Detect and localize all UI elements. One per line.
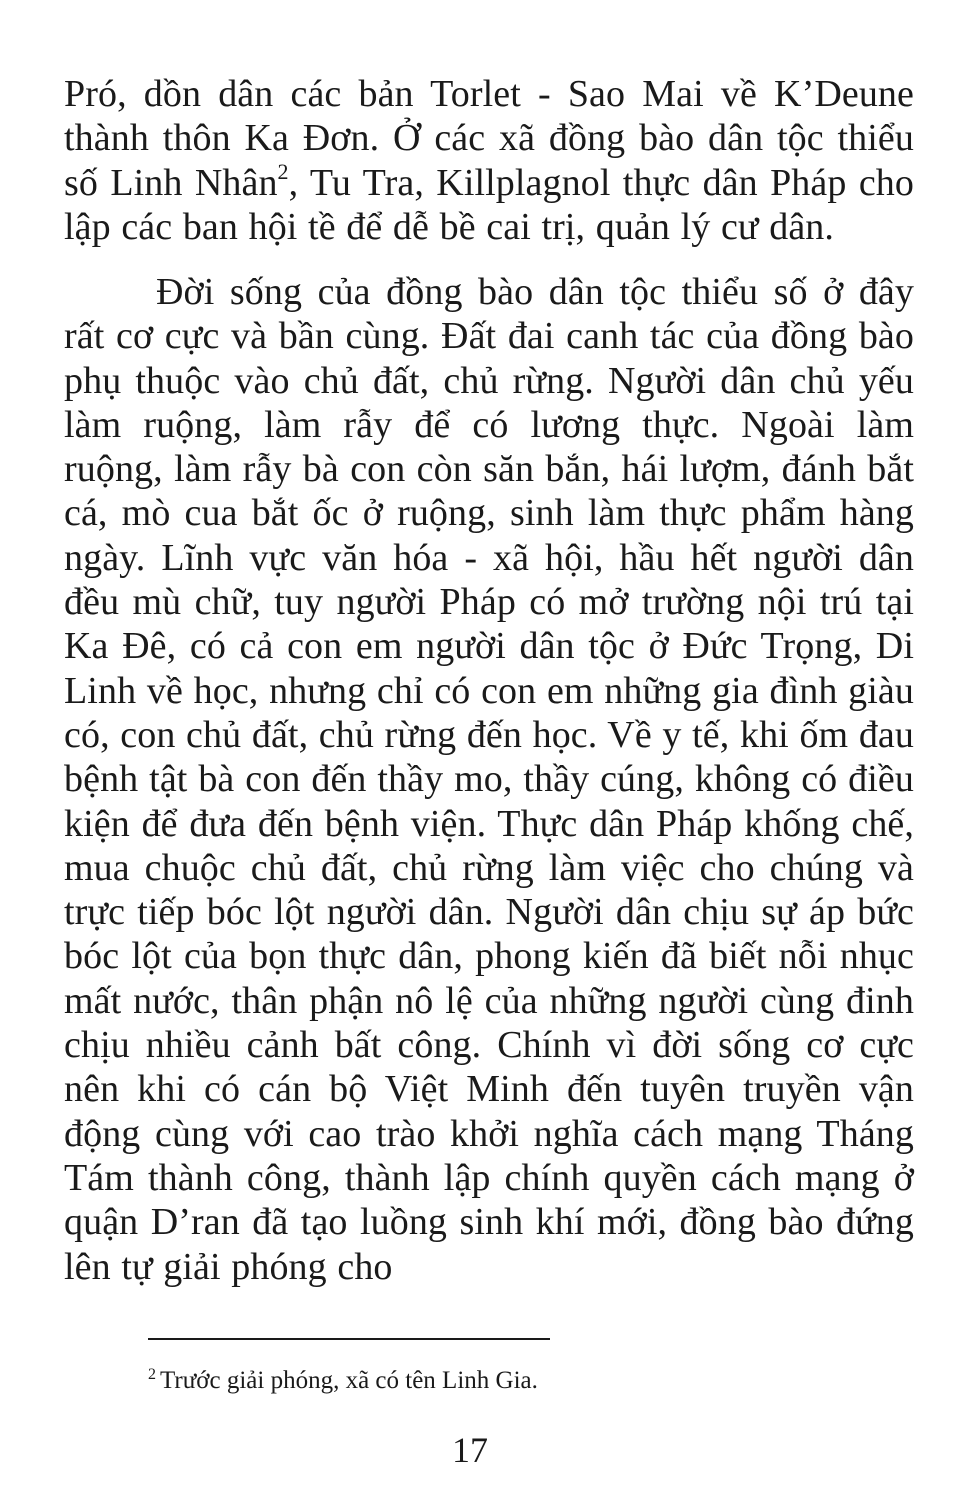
footnote-divider — [148, 1338, 550, 1340]
paragraph-1-text-end: , Tu Tra, Killplagnol thực dân Pháp cho lập các ban hội tề để dễ bề cai trị, quản lý cư dân. — [64, 161, 914, 248]
page-number: 17 — [452, 1430, 488, 1470]
paragraph-2: Đời sống của đồng bào dân tộc thiểu số ở đây rất cơ cực và bần cùng. Đất đai canh tác của đồng bào phụ thuộc vào chủ đất, chủ rừng. Người dân chủ yếu làm ruộng, làm rẫy để có lương thực. Ngoài làm ruộng, làm rẫy bà con còn săn bắn, hái lượm, đánh bắt cá, mò cua bắt ốc ở ruộng, sinh làm thực phẩm hàng ngày. Lĩnh vực văn hóa - xã hội, hầu hết người dân đều mù chữ, tuy người Pháp có mở trường nội trú tại Ka Đê, có cả con em người dân tộc ở Đức Trọng, Di Linh về học, nhưng chỉ có con em những gia đình giàu có, con chủ đất, chủ rừng đến học. Về y tế, khi ốm đau bệnh tật bà con đến thầy mo, thầy cúng, không có điều kiện để đưa đến bệnh viện. Thực dân Pháp khống chế, mua chuộc chủ đất, chủ rừng làm việc cho chúng và trực tiếp bóc lột người dân. Người dân chịu sự áp bức bóc lột của bọn thực dân, phong kiến đã biết nỗi nhục mất nước, thân phận nô lệ của những người cùng đinh chịu nhiều cảnh bất công. Chính vì đời sống cơ cực nên khi có cán bộ Việt Minh đến tuyên truyền vận động cùng với cao trào khởi nghĩa cách mạng Tháng Tám thành công, thành lập chính quyền cách mạng ở quận D’ran đã tạo luồng sinh khí mới, đồng bào đứng lên tự giải phóng cho — [64, 271, 914, 1288]
paragraph-1 — [64, 72, 914, 249]
footnote-text: Trước giải phóng, xã có tên Linh Gia. — [160, 1367, 538, 1394]
footnote-number: 2 — [148, 1366, 156, 1383]
paragraph-1-text-start: Pró, dồn dân các bản Torlet - Sao Mai về K’Deune thành thôn Ka Đơn. Ở các xã đồng bào dân tộc thiểu số Linh Nhân — [64, 73, 914, 204]
footnote-reference: 2 — [277, 158, 289, 184]
footnote — [148, 1366, 908, 1399]
